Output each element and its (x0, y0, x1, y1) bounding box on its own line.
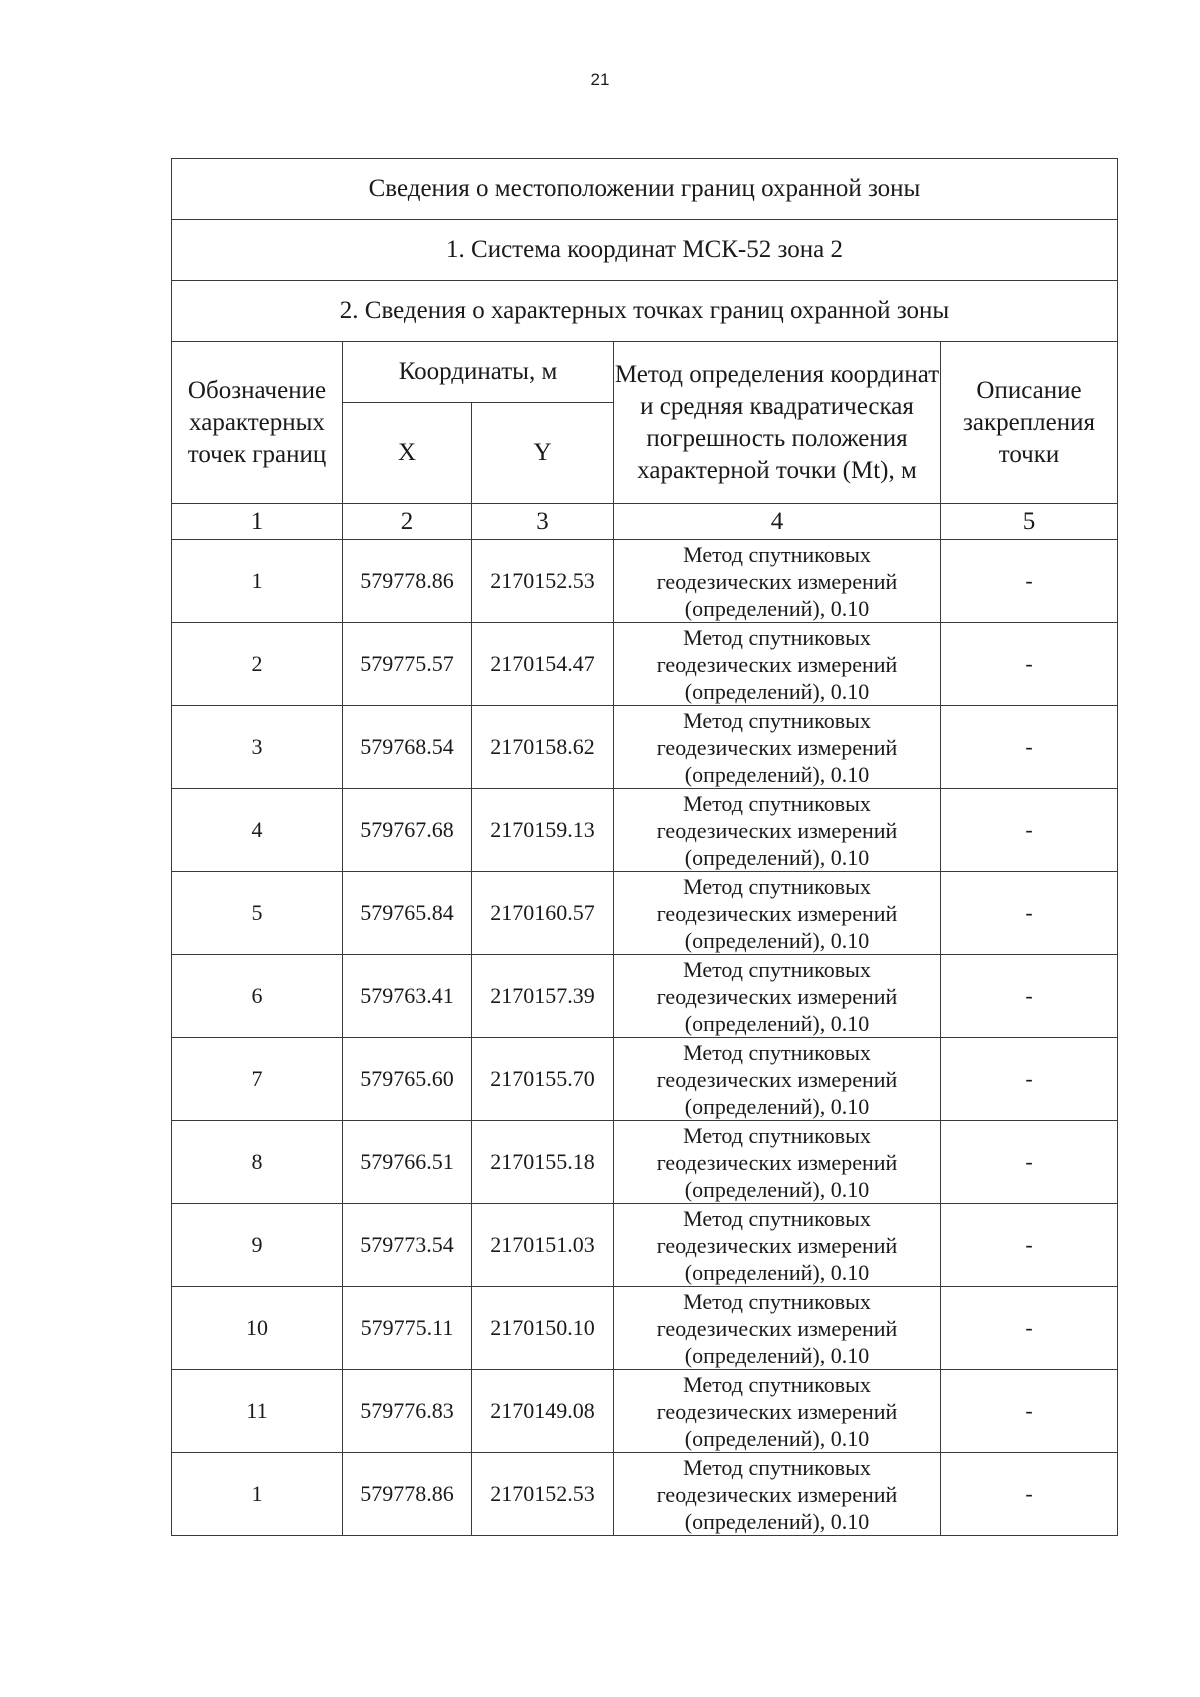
table-row (172, 1038, 1118, 1121)
fixing-cell: - (941, 1287, 1118, 1370)
x-cell: 579773.54 (343, 1204, 472, 1287)
header-fixing: Описание закрепления точки (941, 342, 1118, 504)
point-cell: 9 (172, 1204, 343, 1287)
table-row (172, 872, 1118, 955)
table-row (172, 1204, 1118, 1287)
method-cell: Метод спутниковых геодезических измерений (определений), 0.10 (614, 872, 941, 955)
x-cell: 579765.60 (343, 1038, 472, 1121)
header-x: X (343, 403, 472, 504)
table-row (172, 1287, 1118, 1370)
header-method: Метод определения координат и средняя квадратическая погрешность положения характерной точки (Mt), м (614, 342, 941, 504)
table-row (172, 955, 1118, 1038)
boundary-points-table (171, 158, 1118, 1536)
point-cell: 10 (172, 1287, 343, 1370)
table-row (172, 623, 1118, 706)
x-cell: 579765.84 (343, 872, 472, 955)
y-cell: 2170152.53 (472, 540, 614, 623)
section2-row (172, 281, 1118, 342)
x-cell: 579776.83 (343, 1370, 472, 1453)
y-cell: 2170159.13 (472, 789, 614, 872)
method-cell: Метод спутниковых геодезических измерений (определений), 0.10 (614, 955, 941, 1038)
column-number: 4 (614, 504, 941, 540)
y-cell: 2170149.08 (472, 1370, 614, 1453)
page-number: 21 (590, 70, 610, 89)
x-cell: 579778.86 (343, 1453, 472, 1536)
header-point: Обозначение характерных точек границ (172, 342, 343, 504)
method-cell: Метод спутниковых геодезических измерений (определений), 0.10 (614, 706, 941, 789)
x-cell: 579768.54 (343, 706, 472, 789)
fixing-cell: - (941, 789, 1118, 872)
y-cell: 2170151.03 (472, 1204, 614, 1287)
point-cell: 1 (172, 540, 343, 623)
method-cell: Метод спутниковых геодезических измерений (определений), 0.10 (614, 623, 941, 706)
x-cell: 579767.68 (343, 789, 472, 872)
header-row-top (172, 342, 1118, 403)
method-cell: Метод спутниковых геодезических измерений (определений), 0.10 (614, 1204, 941, 1287)
point-cell: 7 (172, 1038, 343, 1121)
column-number-row (172, 504, 1118, 540)
method-cell: Метод спутниковых геодезических измерений (определений), 0.10 (614, 1453, 941, 1536)
fixing-cell: - (941, 955, 1118, 1038)
header-y: Y (472, 403, 614, 504)
y-cell: 2170154.47 (472, 623, 614, 706)
table-row (172, 706, 1118, 789)
y-cell: 2170155.70 (472, 1038, 614, 1121)
y-cell: 2170160.57 (472, 872, 614, 955)
method-cell: Метод спутниковых геодезических измерений (определений), 0.10 (614, 540, 941, 623)
method-cell: Метод спутниковых геодезических измерений (определений), 0.10 (614, 1038, 941, 1121)
fixing-cell: - (941, 623, 1118, 706)
column-number: 3 (472, 504, 614, 540)
y-cell: 2170158.62 (472, 706, 614, 789)
section1-row (172, 220, 1118, 281)
point-cell: 1 (172, 1453, 343, 1536)
y-cell: 2170152.53 (472, 1453, 614, 1536)
method-cell: Метод спутниковых геодезических измерений (определений), 0.10 (614, 1370, 941, 1453)
point-cell: 3 (172, 706, 343, 789)
method-cell: Метод спутниковых геодезических измерений (определений), 0.10 (614, 1287, 941, 1370)
fixing-cell: - (941, 1121, 1118, 1204)
title-row (172, 159, 1118, 220)
column-number: 5 (941, 504, 1118, 540)
y-cell: 2170155.18 (472, 1121, 614, 1204)
table-row (172, 1370, 1118, 1453)
table-body (172, 159, 1118, 1536)
x-cell: 579763.41 (343, 955, 472, 1038)
x-cell: 579775.57 (343, 623, 472, 706)
point-cell: 11 (172, 1370, 343, 1453)
point-cell: 4 (172, 789, 343, 872)
fixing-cell: - (941, 872, 1118, 955)
point-cell: 5 (172, 872, 343, 955)
method-cell: Метод спутниковых геодезических измерений (определений), 0.10 (614, 789, 941, 872)
y-cell: 2170157.39 (472, 955, 614, 1038)
table-title: Сведения о местоположении границ охранной зоны (172, 159, 1118, 220)
points-section-title: 2. Сведения о характерных точках границ охранной зоны (172, 281, 1118, 342)
fixing-cell: - (941, 1204, 1118, 1287)
fixing-cell: - (941, 540, 1118, 623)
column-number: 1 (172, 504, 343, 540)
point-cell: 8 (172, 1121, 343, 1204)
column-number: 2 (343, 504, 472, 540)
fixing-cell: - (941, 1453, 1118, 1536)
point-cell: 2 (172, 623, 343, 706)
method-cell: Метод спутниковых геодезических измерений (определений), 0.10 (614, 1121, 941, 1204)
point-cell: 6 (172, 955, 343, 1038)
x-cell: 579778.86 (343, 540, 472, 623)
x-cell: 579766.51 (343, 1121, 472, 1204)
y-cell: 2170150.10 (472, 1287, 614, 1370)
header-coords: Координаты, м (343, 342, 614, 403)
fixing-cell: - (941, 706, 1118, 789)
fixing-cell: - (941, 1370, 1118, 1453)
table-row (172, 540, 1118, 623)
table-row (172, 1121, 1118, 1204)
x-cell: 579775.11 (343, 1287, 472, 1370)
table-row (172, 1453, 1118, 1536)
coordinate-system: 1. Система координат МСК-52 зона 2 (172, 220, 1118, 281)
fixing-cell: - (941, 1038, 1118, 1121)
table-row (172, 789, 1118, 872)
